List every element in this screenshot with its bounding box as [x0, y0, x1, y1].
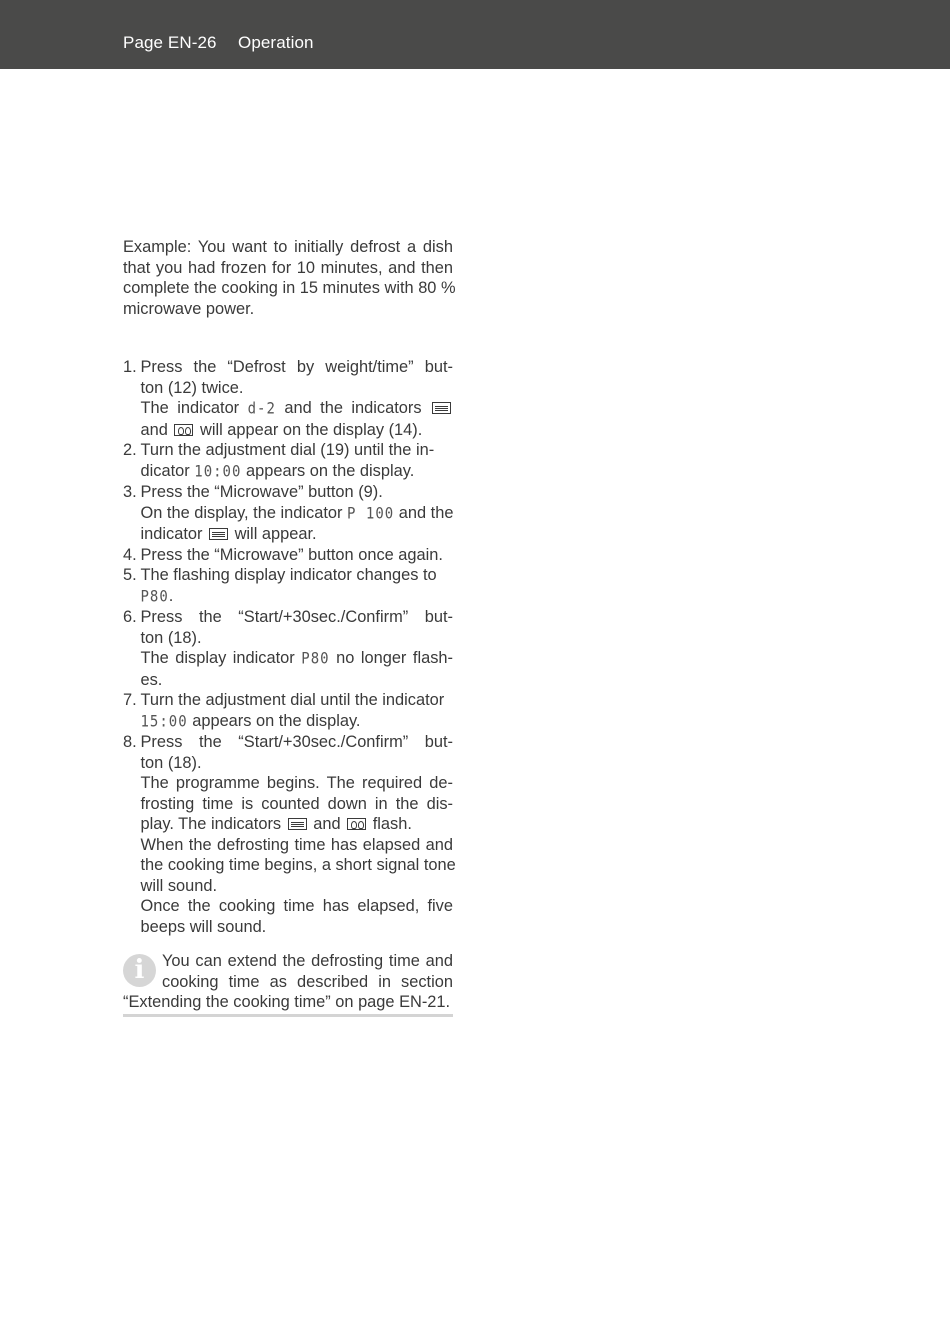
step-number: 5.: [123, 566, 137, 584]
step-line: will sound.: [140, 876, 218, 895]
step-number: 4.: [123, 545, 137, 564]
display-readout-p80: P80: [140, 587, 169, 606]
step-line: [141, 503, 454, 525]
step-text: dicator: [140, 461, 190, 480]
step-line: [141, 524, 454, 545]
intro-line: that you had frozen for 10 minutes, and then: [123, 258, 453, 277]
display-readout-15-00: 15:00: [140, 712, 188, 731]
info-note: [123, 951, 453, 1013]
steps-list: [123, 357, 456, 937]
step-text: and: [313, 815, 341, 833]
step-line: Press the “Defrost by weight/time” but-: [140, 358, 453, 376]
step-line: When the defrosting time has elapsed and: [140, 835, 453, 854]
intro-line: Example: You want to initially defrost a dish: [123, 238, 453, 256]
step-line: Once the cooking time has elapsed, five: [140, 897, 453, 915]
step-line: Press the “Microwave” button once again.: [140, 545, 443, 564]
step-line: Press the “Start/+30sec./Confirm” but-: [140, 608, 453, 626]
step-1: [123, 357, 453, 440]
step-line: Turn the adjustment dial until the indicator: [140, 691, 445, 709]
step-line: [141, 711, 454, 733]
note-line: cooking time as described in section: [162, 972, 453, 991]
step-line: Press the “Start/+30sec./Confirm” but-: [140, 733, 453, 751]
intro-line: complete the cooking in 15 minutes with 80 %: [123, 279, 456, 297]
step-line: [141, 398, 454, 420]
step-text: The indicator: [140, 399, 240, 417]
step-text: On the display, the indicator: [140, 503, 343, 522]
page-number: Page EN-26: [123, 33, 217, 52]
step-text: no longer flash-: [336, 649, 453, 667]
step-text: and: [140, 420, 168, 439]
step-text: .: [168, 586, 174, 605]
step-line: The flashing display indicator changes to: [140, 566, 437, 584]
step-number: 3.: [123, 483, 137, 501]
info-icon: i: [123, 954, 156, 987]
step-text: will appear on the display (14).: [199, 420, 423, 439]
step-number: 7.: [123, 691, 137, 709]
step-line: Press the “Microwave” button (9).: [140, 483, 383, 501]
note-line: “Extending the cooking time” on page EN-21.: [123, 993, 451, 1011]
step-line: Turn the adjustment dial (19) until the in-: [140, 441, 435, 459]
step-2: [123, 440, 453, 482]
step-number: 2.: [123, 441, 137, 459]
step-3: [123, 482, 453, 545]
step-line: [141, 461, 454, 483]
note-divider: [123, 1014, 453, 1017]
display-readout-p100: P 100: [347, 504, 395, 523]
step-text: indicator: [140, 525, 203, 543]
step-text: flash.: [372, 815, 412, 833]
section-title: Operation: [238, 33, 314, 52]
step-6: [123, 607, 453, 690]
step-7: [123, 690, 453, 732]
step-line: ton (18).: [140, 753, 202, 772]
step-text: appears on the display.: [245, 461, 415, 480]
note-line: You can extend the defrosting time and: [162, 952, 453, 970]
step-5: [123, 565, 453, 607]
step-line: [141, 648, 454, 670]
step-line: [141, 420, 454, 441]
step-line: ton (12) twice.: [140, 378, 244, 397]
step-line: beeps will sound.: [140, 917, 267, 936]
step-line: es.: [140, 670, 163, 689]
step-line: [141, 814, 454, 835]
step-number: 6.: [123, 608, 137, 626]
step-text: and the: [398, 503, 454, 522]
step-4: [123, 545, 453, 566]
step-text: The display indicator: [140, 649, 295, 667]
page-header: [0, 0, 950, 69]
microwave-indicator-icon: [432, 402, 451, 414]
step-line: The programme begins. The required de-: [140, 774, 453, 792]
step-number: 1.: [123, 358, 137, 376]
defrost-indicator-icon: [347, 818, 366, 830]
step-line: the cooking time begins, a short signal tone: [140, 856, 456, 874]
step-text: will appear.: [234, 525, 317, 543]
intro-line: microwave power.: [123, 299, 255, 318]
display-readout-p80: P80: [301, 649, 330, 669]
step-line: frosting time is counted down in the dis-: [140, 794, 453, 813]
step-text: appears on the display.: [192, 711, 361, 730]
step-line: ton (18).: [140, 628, 202, 647]
microwave-indicator-icon: [209, 528, 228, 540]
step-number: 8.: [123, 733, 137, 751]
step-text: play. The indicators: [140, 815, 282, 833]
step-line: [141, 586, 454, 608]
defrost-indicator-icon: [174, 424, 193, 436]
example-intro: [123, 237, 456, 319]
step-text: and the indicators: [284, 399, 422, 417]
display-readout-10-00: 10:00: [194, 462, 242, 481]
step-8: [123, 732, 456, 937]
microwave-indicator-icon: [288, 818, 307, 830]
display-readout-d2: d-2: [247, 399, 276, 419]
